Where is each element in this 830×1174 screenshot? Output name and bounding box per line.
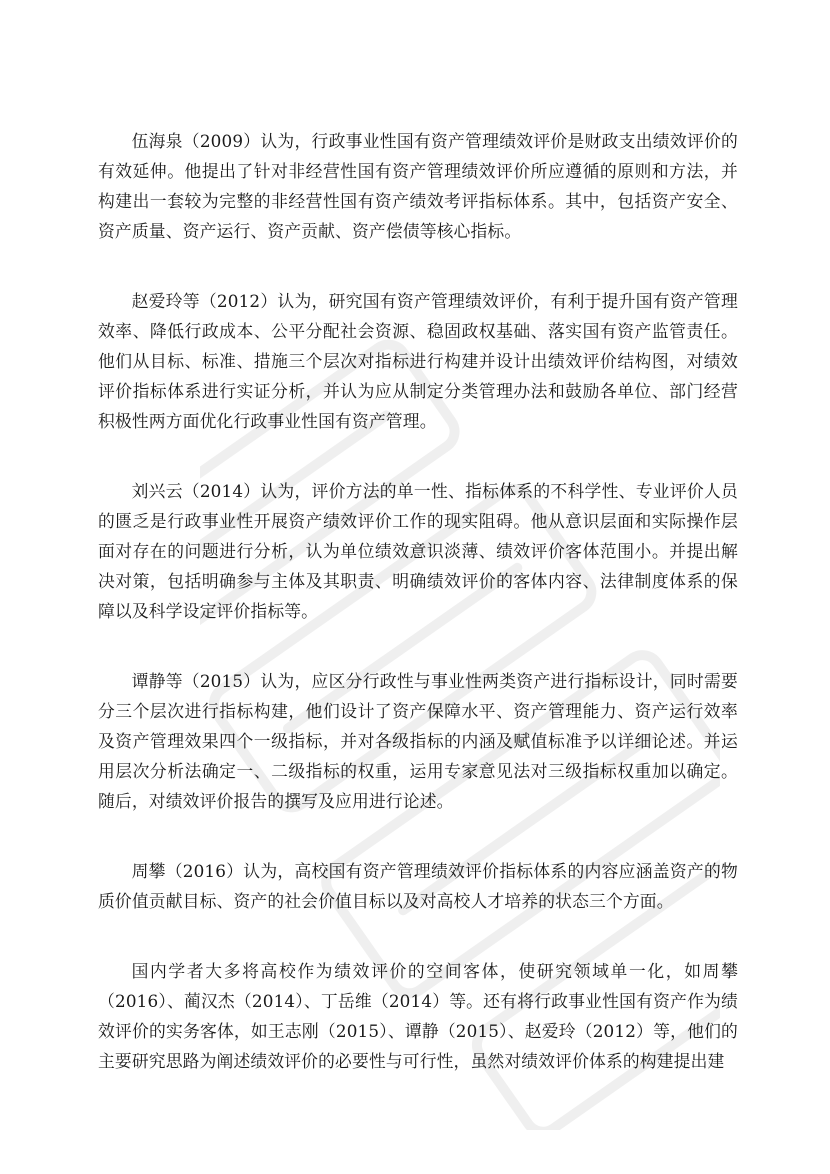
paragraph-tan-jing: 谭静等（2015）认为，应区分行政性与事业性两类资产进行指标设计，同时需要分三个层次进行指标构建，他们设计了资产保障水平、资产管理能力、资产运行效率及资产管理效果四个一级指标，并对各级指标的内涵及赋值标准予以详细论述。并运用层次分析法确定一、二级指标的权重，运用专家意见法对三级指标权重加以确定。随后，对绩效评价报告的撰写及应用进行论述。: [98, 671, 738, 811]
body-text: [98, 126, 738, 1076]
paragraph-zhou-pan: 周攀（2016）认为，高校国有资产管理绩效评价指标体系的内容应涵盖资产的物质价值贡献目标、资产的社会价值目标以及对高校人才培养的状态三个方面。: [98, 861, 738, 911]
paragraph-zhao-ailing: 赵爱玲等（2012）认为，研究国有资产管理绩效评价，有利于提升国有资产管理效率、降低行政成本、公平分配社会资源、稳固政权基础、落实国有资产监管责任。他们从目标、标准、措施三个层次对指标进行构建并设计出绩效评价结构图，对绩效评价指标体系进行实证分析，并认为应从制定分类管理办法和鼓励各单位、部门经营积极性两方面优化行政事业性国有资产管理。: [98, 291, 738, 431]
paragraph-domestic-scholars: 国内学者大多将高校作为绩效评价的空间客体，使研究领域单一化，如周攀（2016）、蔺汉杰（2014）、丁岳维（2014）等。还有将行政事业性国有资产作为绩效评价的实务客体，如王志刚（2015）、谭静（2015）、赵爱玲（2012）等，他们的主要研究思路为阐述绩效评价的必要性与可行性，虽然对绩效评价体系的构建提出建: [98, 961, 738, 1071]
paragraph-wu-haiquan: 伍海泉（2009）认为，行政事业性国有资产管理绩效评价是财政支出绩效评价的有效延伸。他提出了针对非经营性国有资产管理绩效评价所应遵循的原则和方法，并构建出一套较为完整的非经营性国有资产绩效考评指标体系。其中，包括资产安全、资产质量、资产运行、资产贡献、资产偿债等核心指标。: [98, 131, 738, 241]
paragraph-liu-xingyun: 刘兴云（2014）认为，评价方法的单一性、指标体系的不科学性、专业评价人员的匮乏是行政事业性开展资产绩效评价工作的现实阻碍。他从意识层面和实际操作层面对存在的问题进行分析，认为单位绩效意识淡薄、绩效评价客体范围小。并提出解决对策，包括明确参与主体及其职责、明确绩效评价的客体内容、法律制度体系的保障以及科学设定评价指标等。: [98, 481, 738, 621]
